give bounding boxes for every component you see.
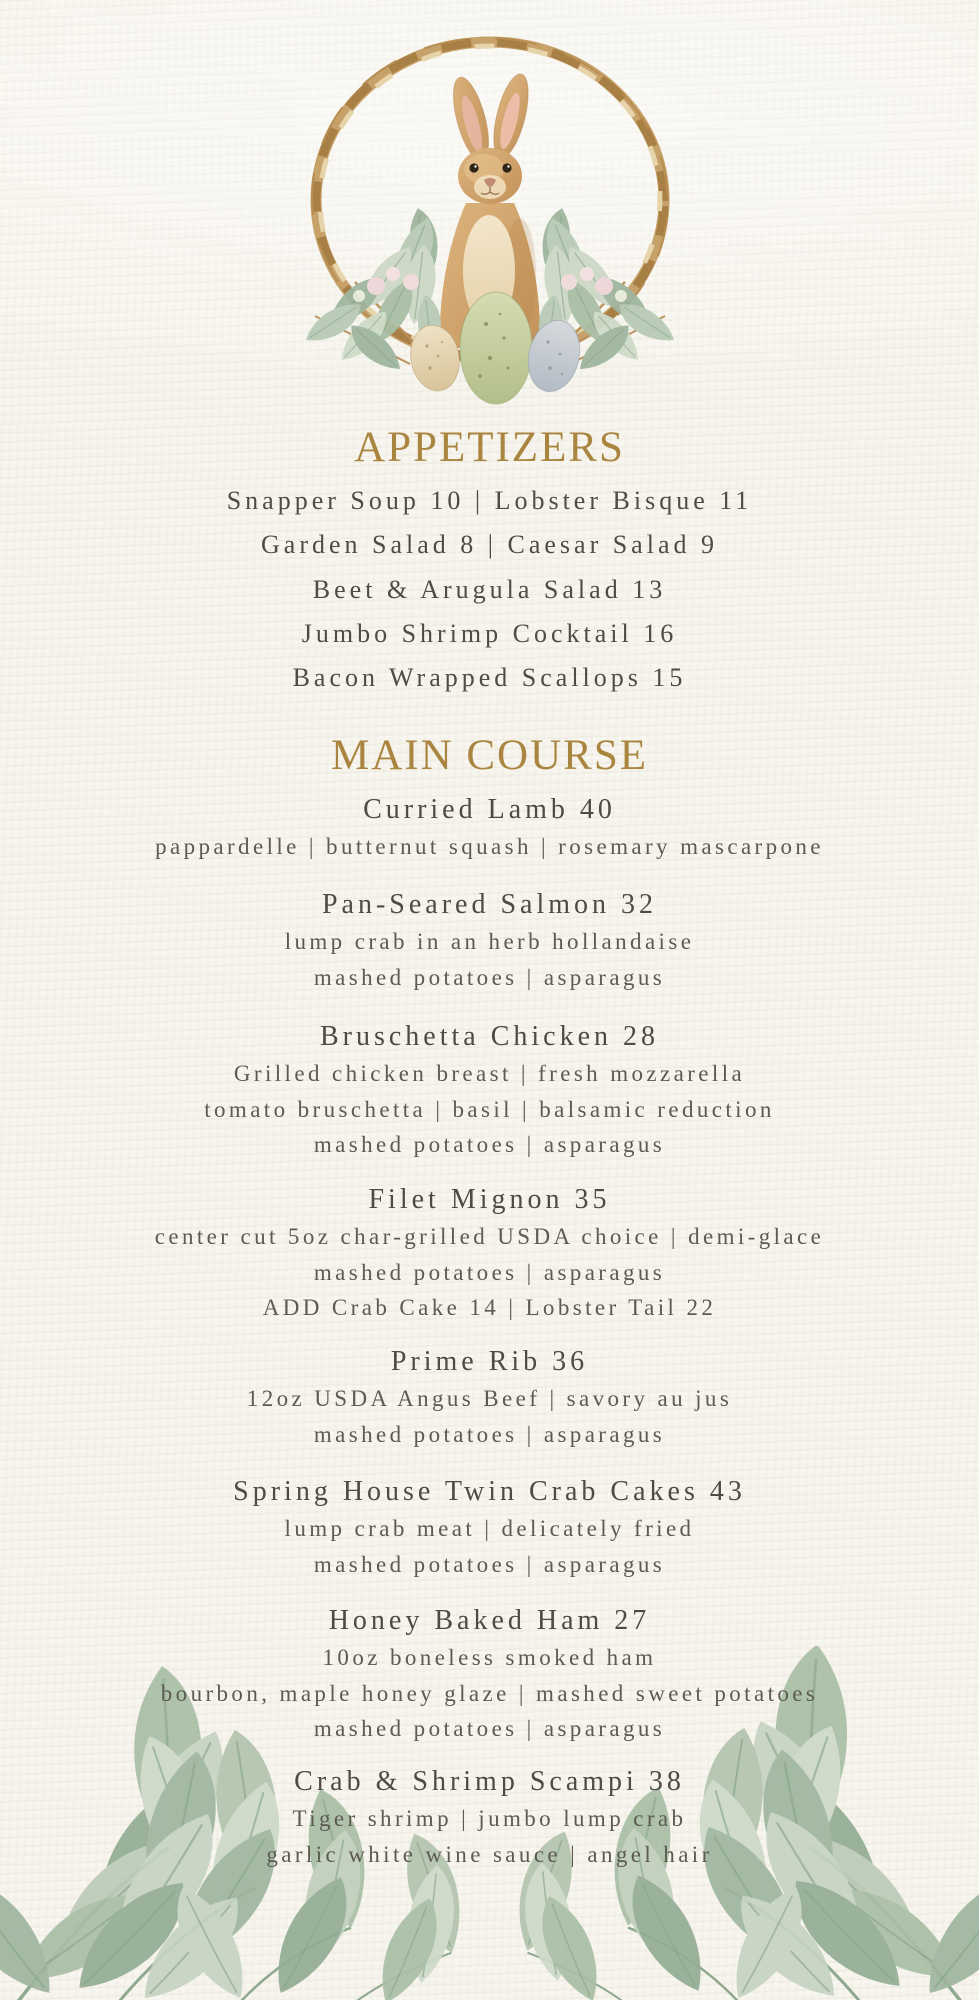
dish-description-line: Tiger shrimp | jumbo lump crab: [292, 1806, 687, 1831]
dish-description-line: 10oz boneless smoked ham: [322, 1645, 657, 1670]
appetizer-item: Garden Salad 8 | Caesar Salad 9: [261, 530, 718, 560]
dish-description-line: tomato bruschetta | basil | balsamic reduction: [204, 1096, 775, 1122]
bunny-wreath-illustration: [280, 24, 700, 424]
dish-name: Spring House Twin Crab Cakes 43: [233, 1476, 746, 1507]
dish-description-line: mashed potatoes | asparagus: [313, 1551, 666, 1577]
dish-description-line: mashed potatoes | asparagus: [313, 1421, 666, 1447]
dish-bruschetta-chicken: [0, 1018, 979, 1163]
dish-name: Pan-Seared Salmon 32: [321, 889, 658, 920]
appetizer-item: Jumbo Shrimp Cocktail 16: [301, 618, 678, 648]
dish-description-line: pappardelle | butternut squash | rosemary mascarpone: [155, 834, 824, 859]
dish-description-line: Grilled chicken breast | fresh mozzarella: [233, 1061, 746, 1086]
main-course-heading: MAIN COURSE: [330, 732, 649, 779]
dish-description-line: lump crab in an herb hollandaise: [284, 929, 695, 954]
appetizers-heading: APPETIZERS: [354, 424, 625, 471]
dish-description-line: ADD Crab Cake 14 | Lobster Tail 22: [262, 1295, 717, 1321]
dish-description-line: bourbon, maple honey glaze | mashed sweet potatoes: [160, 1680, 819, 1706]
dish-name: Crab & Shrimp Scampi 38: [294, 1766, 685, 1797]
dish-description-line: mashed potatoes | asparagus: [313, 1132, 666, 1158]
appetizer-item: Bacon Wrapped Scallops 15: [292, 663, 687, 693]
dish-twin-crab-cakes: [0, 1473, 979, 1582]
dish-description-line: center cut 5oz char-grilled USDA choice | demi-glace: [154, 1224, 825, 1249]
dish-description-line: garlic white wine sauce | angel hair: [266, 1841, 713, 1867]
dish-name: Bruschetta Chicken 28: [319, 1021, 660, 1052]
dish-name: Curried Lamb 40: [363, 794, 616, 825]
dish-description-line: 12oz USDA Angus Beef | savory au jus: [246, 1386, 733, 1411]
dish-description-line: mashed potatoes | asparagus: [313, 1259, 666, 1285]
appetizer-item: Snapper Soup 10 | Lobster Bisque 11: [226, 486, 753, 515]
appetizer-item: Beet & Arugula Salad 13: [312, 574, 667, 604]
dish-pan-seared-salmon: [0, 886, 979, 995]
dish-name: Honey Baked Ham 27: [328, 1605, 651, 1636]
dish-description-line: mashed potatoes | asparagus: [313, 964, 666, 990]
dish-name: Prime Rib 36: [390, 1346, 589, 1377]
dish-description-line: mashed potatoes | asparagus: [313, 1716, 666, 1742]
dish-crab-shrimp-scampi: [0, 1763, 979, 1872]
appetizers-list: [0, 479, 979, 700]
dish-description-line: lump crab meat | delicately fried: [284, 1516, 695, 1541]
dish-name: Filet Mignon 35: [368, 1184, 611, 1215]
dish-curried-lamb: [0, 791, 979, 865]
dish-honey-baked-ham: [0, 1602, 979, 1747]
dish-filet-mignon: [0, 1181, 979, 1326]
dish-prime-rib: [0, 1343, 979, 1452]
